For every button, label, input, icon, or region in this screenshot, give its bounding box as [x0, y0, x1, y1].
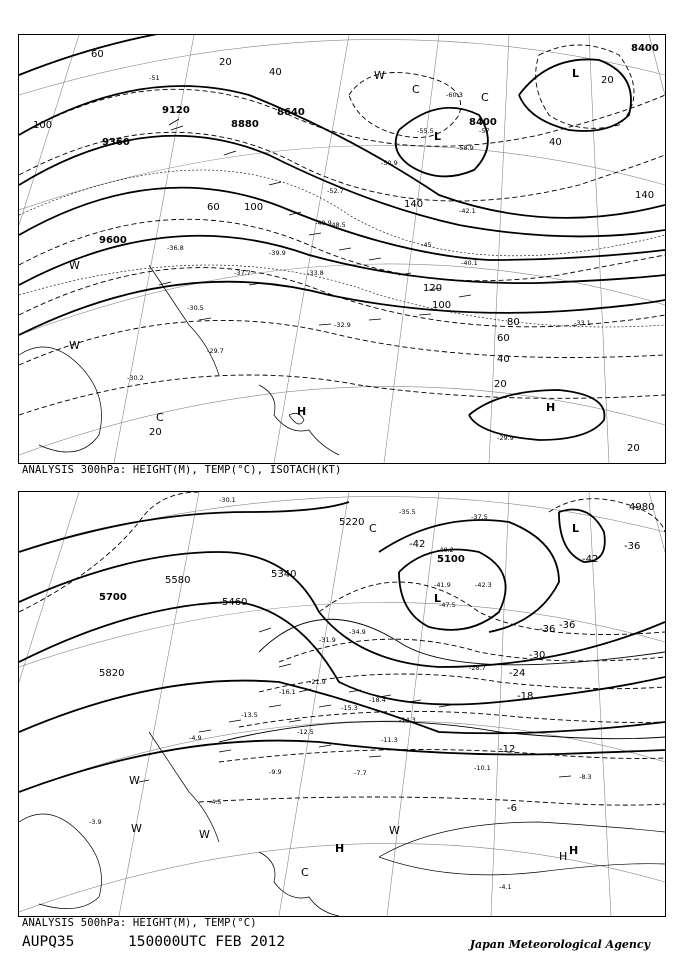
caption-300hpa: ANALYSIS 300hPa: HEIGHT(M), TEMP(°C), ISOTACH(KT)	[22, 464, 342, 476]
isotach-label: 120	[423, 283, 443, 294]
isotach-label: 20	[494, 379, 507, 390]
warm-marker: W	[374, 69, 385, 82]
height-label: 5820	[99, 668, 125, 679]
temp-label: -50.9	[381, 159, 398, 167]
warm-marker: W	[129, 774, 140, 787]
temp-label: -29.7	[207, 347, 224, 355]
isotherm-label: -30	[529, 650, 546, 661]
isotach-label: 20	[627, 443, 640, 454]
temp-label: -41.9	[434, 581, 451, 589]
isotach-label: 20	[219, 57, 232, 68]
cold-marker: C	[369, 522, 377, 535]
cold-marker: C	[412, 83, 420, 96]
isotherm-label: -18	[517, 691, 534, 702]
low-pressure-marker: L	[572, 522, 580, 535]
temp-label: -3.9	[89, 818, 102, 826]
isotach-label: 40	[269, 67, 282, 78]
temp-label: -58.9	[457, 144, 474, 152]
temp-label: -4.9	[189, 734, 202, 742]
temp-label: -33.1	[574, 319, 591, 327]
height-contours-500	[19, 502, 665, 792]
height-contours-thin-500	[219, 619, 665, 742]
high-pressure-marker: H	[559, 850, 568, 863]
temp-label: -42.3	[475, 581, 492, 589]
map-500hpa	[19, 492, 665, 916]
temp-label: -33.8	[307, 269, 324, 277]
isotach-label: 80	[507, 317, 520, 328]
height-label: 5700	[99, 592, 127, 603]
temp-label: -49.9	[315, 219, 332, 227]
temp-label: -40.2	[437, 546, 454, 554]
isotach-label: 40	[497, 354, 510, 365]
map-300hpa	[19, 35, 665, 463]
temp-label: -32.9	[334, 321, 351, 329]
isotach-label: 100	[432, 300, 452, 311]
isotherm-label: -24	[509, 668, 526, 679]
isotach-label: 20	[149, 427, 162, 438]
temp-label: -7.7	[354, 769, 367, 777]
coastline-500	[19, 732, 665, 916]
low-pressure-marker: L	[434, 130, 442, 143]
cold-marker: C	[481, 91, 489, 104]
isotach-label: 100	[33, 120, 53, 131]
high-pressure-marker: H	[335, 842, 345, 855]
temp-label: -30.5	[187, 304, 204, 312]
isotach-label: 60	[207, 202, 220, 213]
temp-label: -4.5	[209, 798, 222, 806]
low-pressure-marker: L	[434, 592, 442, 605]
temp-label: -37.7	[234, 269, 251, 277]
chart-300hpa	[18, 34, 666, 464]
temp-label: -48.5	[329, 221, 346, 229]
temp-label: -4.1	[499, 883, 512, 891]
temp-label: -18.4	[369, 696, 386, 704]
temp-label: -11.3	[381, 736, 398, 744]
cold-marker: C	[156, 411, 164, 424]
temp-label: -13.5	[241, 711, 258, 719]
isotach-label: 100	[244, 202, 264, 213]
temp-label: -34.9	[349, 628, 366, 636]
height-label: 8640	[277, 107, 305, 118]
isotach-label: 60	[497, 333, 510, 344]
temp-label: -36.8	[167, 244, 184, 252]
graticule-300	[19, 35, 665, 463]
high-pressure-marker: H	[546, 401, 556, 414]
height-label: 8880	[231, 119, 259, 130]
temp-label: -12.5	[297, 728, 314, 736]
height-label: 5100	[437, 554, 465, 565]
isotherm-label: -36	[559, 620, 576, 631]
height-label: 5220	[339, 517, 365, 528]
isotherm-label: -42	[409, 539, 426, 550]
warm-marker: W	[389, 824, 400, 837]
temp-label: -8.3	[579, 773, 592, 781]
temp-label: -30.1	[219, 496, 236, 504]
caption-500hpa: ANALYSIS 500hPa: HEIGHT(M), TEMP(°C)	[22, 917, 257, 929]
isotach-label: 140	[635, 190, 655, 201]
high-pressure-marker: H	[297, 405, 307, 418]
isotherms-500	[19, 492, 665, 805]
warm-marker: W	[69, 259, 80, 272]
systems-300	[69, 67, 579, 424]
temp-label: -29.9	[497, 434, 514, 442]
low-pressure-marker: L	[572, 67, 580, 80]
height-label: 5580	[165, 575, 191, 586]
temp-label: -35.5	[399, 508, 416, 516]
height-label: 9600	[99, 235, 127, 246]
height-label: 9360	[102, 137, 130, 148]
isotherm-label: -36	[624, 541, 641, 552]
warm-marker: W	[199, 828, 210, 841]
isotach-label: 20	[601, 75, 614, 86]
chart-500hpa	[18, 491, 666, 917]
temp-label: -47.5	[439, 601, 456, 609]
isotherm-label: -12	[499, 744, 516, 755]
temp-label: -30.2	[127, 374, 144, 382]
temp-label: -9.9	[269, 768, 282, 776]
chart-id: AUPQ35	[22, 934, 75, 950]
height-label: 5340	[271, 569, 297, 580]
height-label: 8400	[631, 43, 659, 54]
temp-label: -60.3	[446, 91, 463, 99]
temp-label: -16.1	[279, 688, 296, 696]
isotach-label: 60	[91, 49, 104, 60]
height-label: 8400	[469, 117, 497, 128]
temp-label: -40.1	[461, 259, 478, 267]
isotherm-label: -6	[507, 803, 517, 814]
temp-label: -15.3	[341, 704, 358, 712]
temp-label: -55.5	[417, 127, 434, 135]
isotach-label: 140	[404, 199, 424, 210]
temp-label: -14.3	[399, 716, 416, 724]
temp-label: -31.9	[319, 636, 336, 644]
cold-marker: C	[301, 866, 309, 879]
temp-label: -10.1	[474, 764, 491, 772]
temp-label: -45	[421, 241, 432, 249]
isotherm-label: -42	[582, 554, 599, 565]
valid-time: 150000UTC FEB 2012	[128, 934, 286, 950]
isotach-label: 40	[549, 137, 562, 148]
temp-label: -28.7	[469, 664, 486, 672]
high-pressure-marker: H	[569, 844, 579, 857]
temp-label: -21.9	[309, 678, 326, 686]
warm-marker: W	[69, 339, 80, 352]
height-label: 5460	[222, 597, 248, 608]
temp-label: -52.7	[327, 187, 344, 195]
temp-label: -57	[479, 127, 490, 135]
warm-marker: W	[131, 822, 142, 835]
agency-name: Japan Meteorological Agency	[469, 938, 650, 951]
isotach-labels-300	[33, 49, 654, 454]
temp-label: -37.5	[471, 513, 488, 521]
height-label: 9120	[162, 105, 190, 116]
temp-label: -39.9	[269, 249, 286, 257]
height-label: 4980	[629, 502, 655, 513]
temp-label: -42.1	[459, 207, 476, 215]
isotherm-label: -36	[539, 624, 556, 635]
temp-label: -51	[149, 74, 160, 82]
